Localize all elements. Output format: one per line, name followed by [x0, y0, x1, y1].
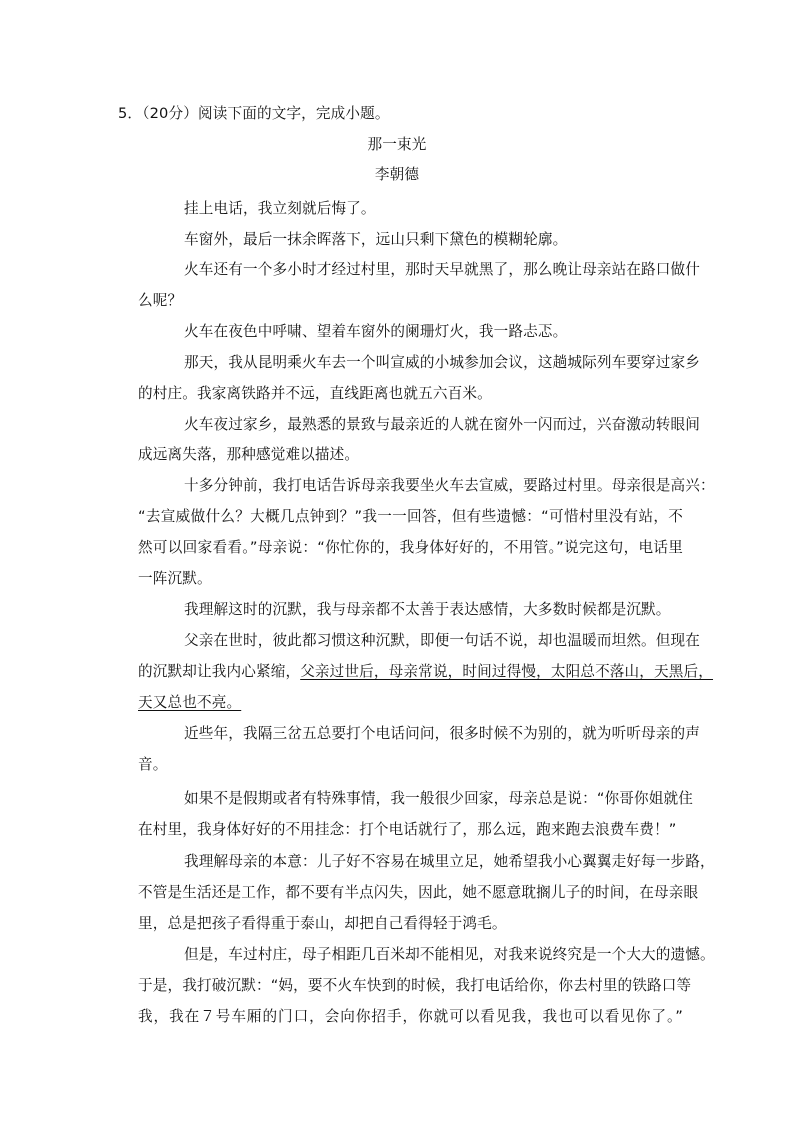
paragraph-line: 我理解这时的沉默，我与母亲都不太善于表达感情，大多数时候都是沉默。 — [184, 601, 671, 618]
paragraph-line: 么呢？ — [138, 292, 183, 309]
paragraph-line — [138, 693, 683, 713]
underlined-sentence: 父亲过世后，母亲常说，时间过得慢，太阳总不落山，天黑后， — [300, 663, 714, 680]
paragraph-line: 的村庄。我家离铁路并不远，直线距离也就五六百米。 — [138, 385, 492, 402]
question-header: 5．（20分）阅读下面的文字，完成小题。 — [118, 105, 390, 122]
paragraph-line: 父亲在世时，彼此都习惯这种沉默，即便一句话不说，却也温暖而坦然。但现在 — [184, 632, 701, 649]
paragraph-line: 那天，我从昆明乘火车去一个叫宣威的小城参加会议，这趟城际列车要穿过家乡 — [184, 354, 701, 371]
paragraph-line: 不管是生活还是工作，都不要有半点闪失，因此，她不愿意耽搁儿子的时间，在母亲眼 — [138, 884, 699, 901]
paragraph-line: 里，总是把孩子看得重于泰山，却把自己看得轻于鸿毛。 — [138, 915, 507, 932]
paragraph-line: 火车还有一个多小时才经过村里，那时天早就黑了，那么晚让母亲站在路口做什 — [184, 261, 701, 278]
paragraph-line: 我理解母亲的本意：儿子好不容易在城里立足，她希望我小心翼翼走好每一步路， — [184, 853, 715, 870]
paragraph-line: 如果不是假期或者有特殊事情，我一般很少回家，母亲总是说：“你哥你姐就住 — [184, 790, 694, 807]
article-title: 那一束光 — [367, 136, 427, 153]
paragraph-line: 然可以回家看看。”母亲说：“你忙你的，我身体好好的，不用管。”说完这句，电话里 — [138, 539, 683, 556]
paragraph-line: 火车在夜色中呼啸、望着车窗外的阑珊灯火，我一路忐忑。 — [184, 323, 568, 340]
paragraph-line: 于是，我打破沉默：“妈，要不火车快到的时候，我打电话给你，你去村里的铁路口等 — [138, 977, 692, 994]
paragraph-line: 十多分钟前，我打电话告诉母亲我要坐火车去宣威，要路过村里。母亲很是高兴： — [184, 477, 715, 494]
paragraph-line: 车窗外，最后一抹余晖落下，远山只剩下黛色的模糊轮廓。 — [184, 231, 568, 248]
paragraph-line: 我，我在７号车厢的门口，会向你招手，你就可以看见我，我也可以看见你了。” — [138, 1008, 683, 1025]
paragraph-line: 火车夜过家乡，最熟悉的景致与最亲近的人就在窗外一闪而过，兴奋激动转眼间 — [184, 416, 701, 433]
paragraph-line: 但是，车过村庄，母子相距几百米却不能相见，对我来说终究是一个大大的遗憾。 — [184, 946, 715, 963]
paragraph-line: 在村里，我身体好好的不用挂念：打个电话就行了，那么远，跑来跑去浪费车费！” — [138, 821, 677, 838]
underlined-sentence: 天又总也不亮。 — [138, 694, 242, 711]
paragraph-line: 音。 — [138, 756, 168, 773]
paragraph-line: 成远离失落，那种感觉难以描述。 — [138, 446, 360, 463]
plain-text: 的沉默却让我内心紧缩， — [138, 663, 301, 680]
article-author: 李朝德 — [374, 166, 420, 183]
paragraph-line: 近些年，我隔三岔五总要打个电话问问，很多时候不为别的，就为听听母亲的声 — [184, 725, 701, 742]
paragraph-line: 挂上电话，我立刻就后悔了。 — [184, 200, 376, 217]
paragraph-line — [138, 662, 714, 682]
paragraph-line: “去宣威做什么？大概几点钟到？”我一一回答，但有些遗憾：“可惜村里没有站，不 — [138, 508, 683, 525]
paragraph-line: 一阵沉默。 — [138, 570, 212, 587]
